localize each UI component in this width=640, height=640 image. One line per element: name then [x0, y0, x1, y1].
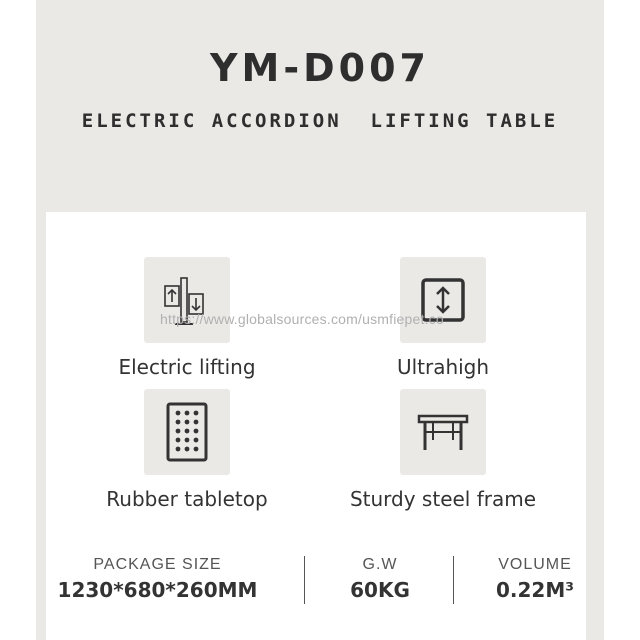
spec-value: 0.22M³ [495, 578, 574, 602]
feature-label: Sturdy steel frame [349, 487, 537, 511]
divider [304, 556, 305, 604]
spec-label: PACKAGE SIZE [93, 556, 222, 573]
feature-rubber-tabletop [62, 389, 312, 511]
feature-label: Ultrahigh [396, 355, 490, 379]
spec-value: 60KG [350, 578, 410, 602]
up-down-arrow-icon [400, 257, 486, 343]
spec-gross-weight [320, 556, 440, 602]
spec-value: 1230*680*260MM [57, 578, 258, 602]
product-subtitle: ELECTRIC ACCORDION LIFTING TABLE [81, 110, 559, 132]
spec-package-size [50, 556, 265, 602]
spec-label: G.W [362, 556, 398, 573]
feature-sturdy-steel-frame [318, 389, 568, 511]
lift-arrows-icon [144, 257, 230, 343]
perforated-tabletop-icon [144, 389, 230, 475]
spec-volume [470, 556, 600, 602]
divider [453, 556, 454, 604]
feature-label: Rubber tabletop [106, 487, 268, 511]
watermark-url: https://www.globalsources.com/usmfiepet.co [160, 311, 444, 327]
product-model-title: YM-D007 [210, 46, 430, 90]
spec-label: VOLUME [498, 556, 572, 573]
feature-label: Electric lifting [118, 355, 256, 379]
table-frame-icon [400, 389, 486, 475]
